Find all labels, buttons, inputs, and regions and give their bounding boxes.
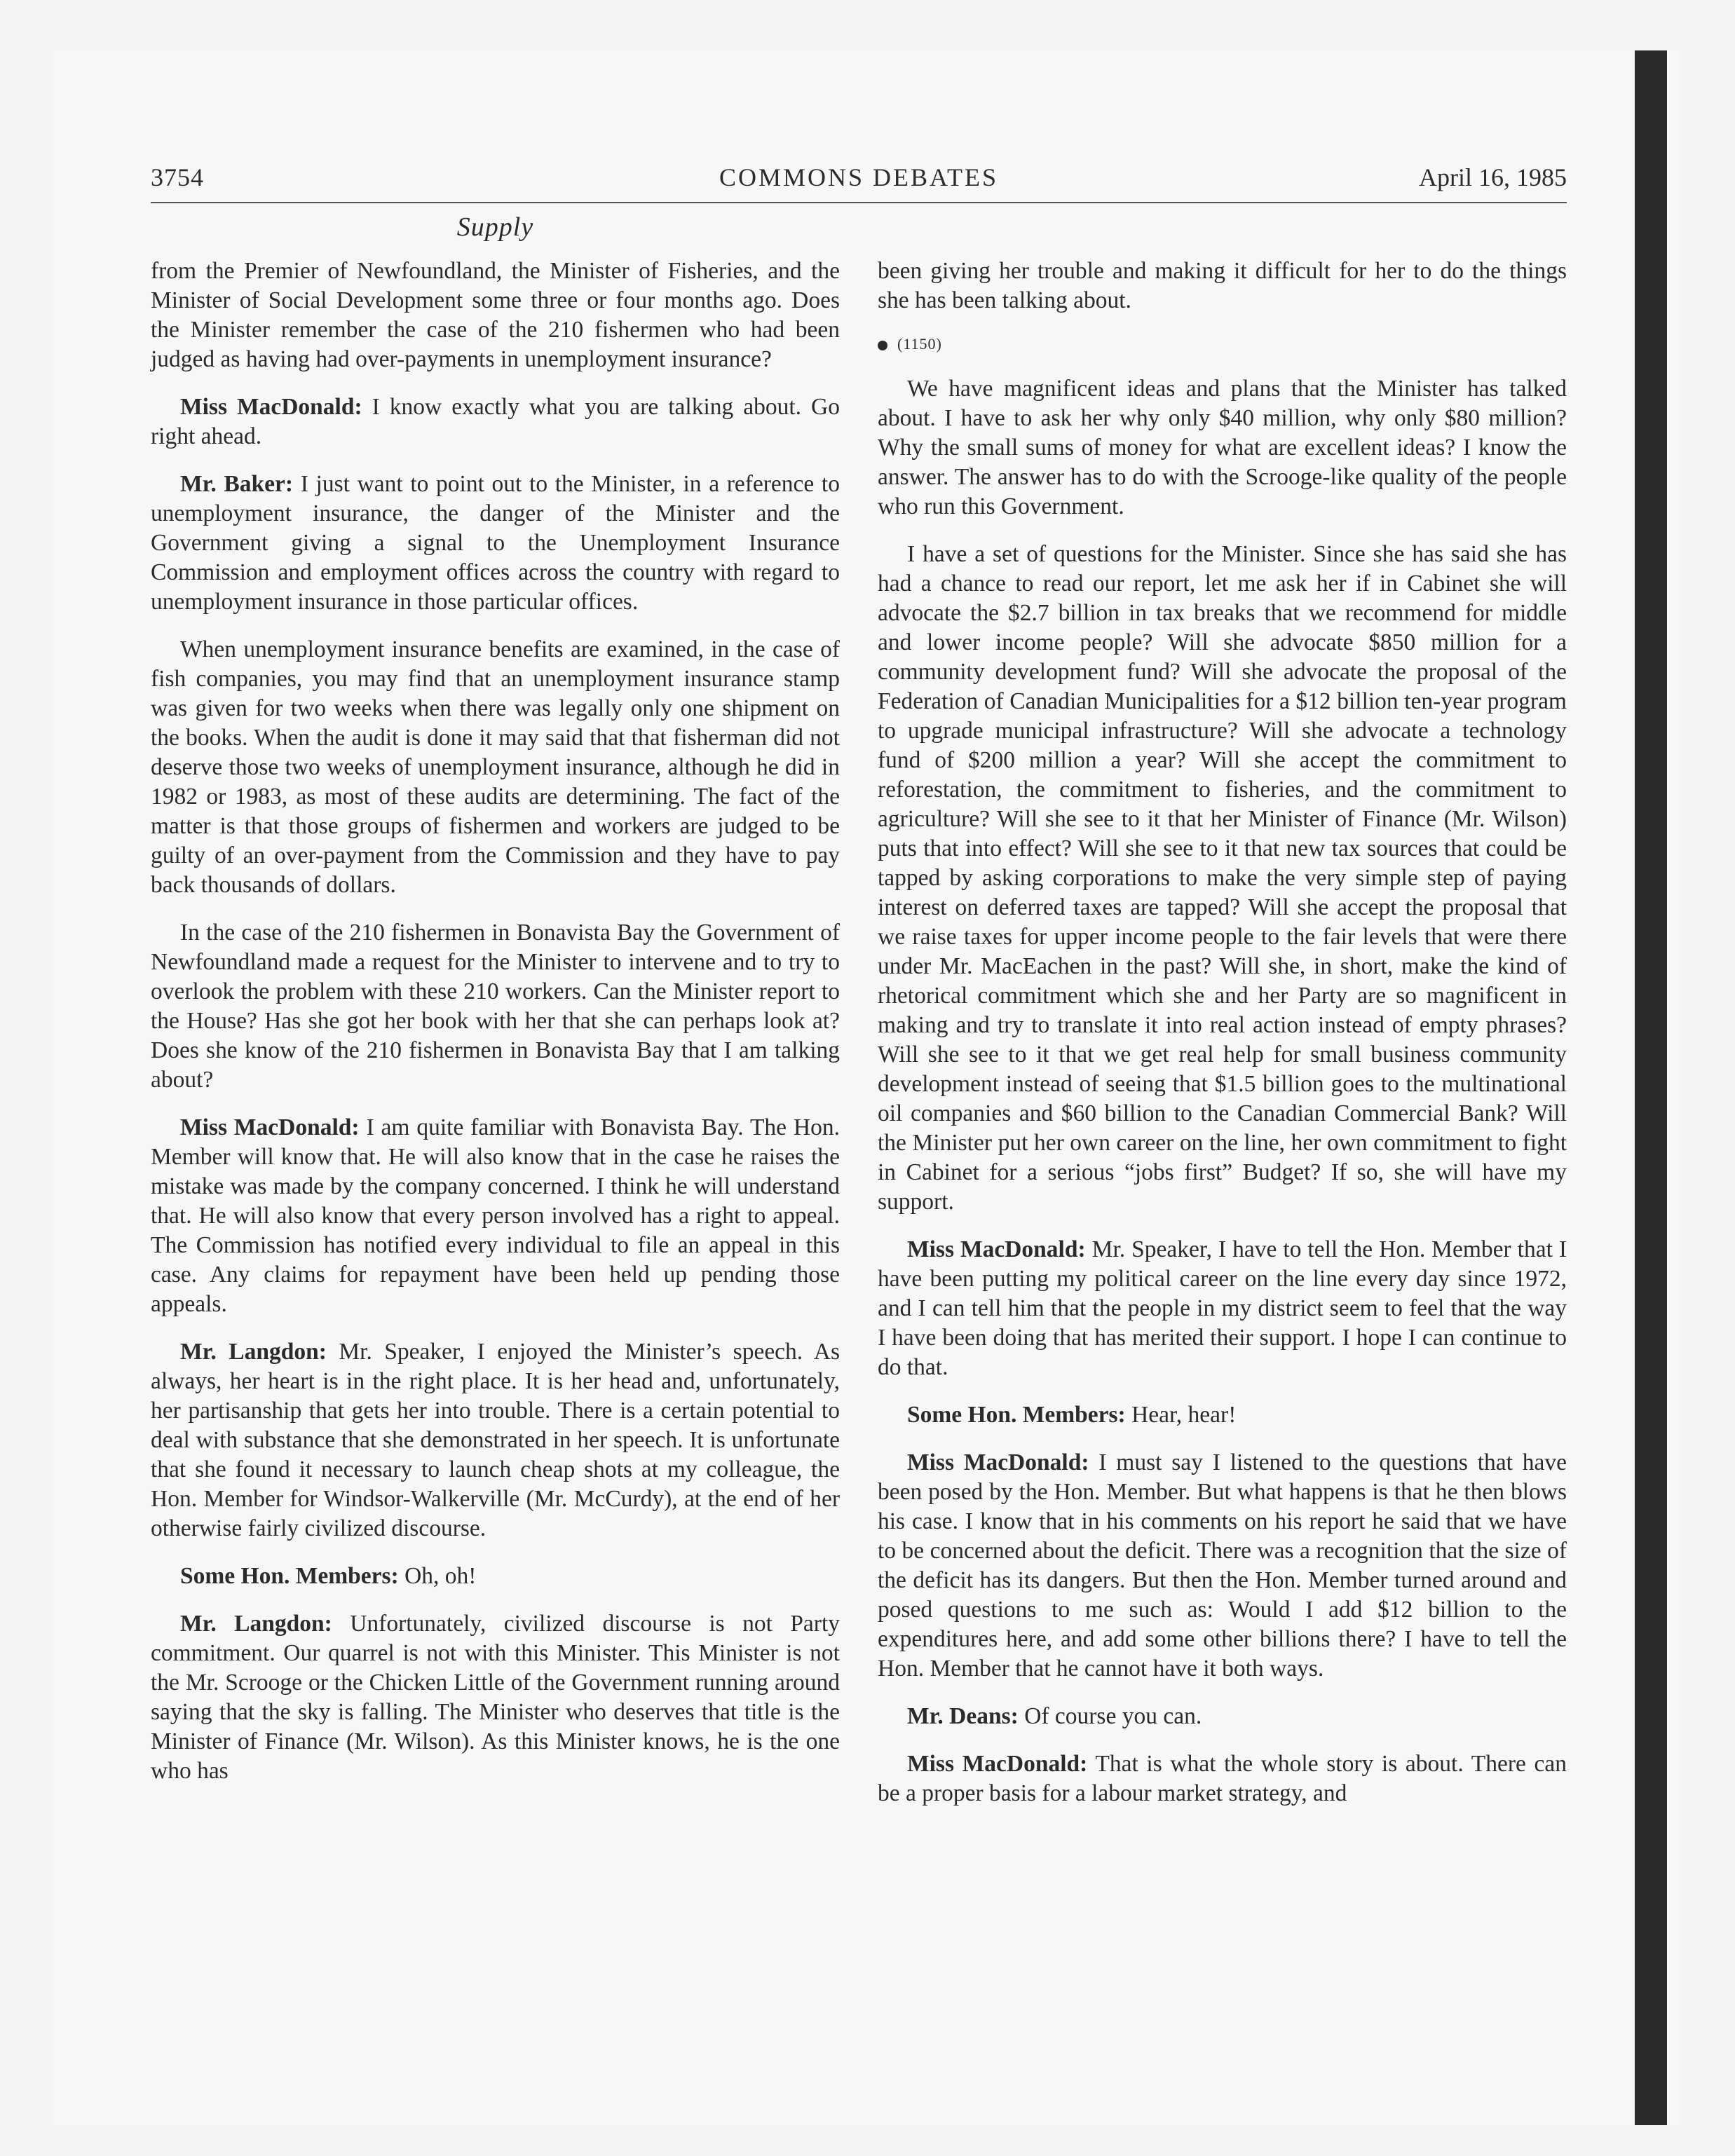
scan-edge-bar [1635, 50, 1667, 2125]
paragraph: Mr. Deans: Of course you can. [907, 1703, 1202, 1729]
paragraph: I have a set of questions for the Minister. Since she has said she has had a chance to read our report, let me ask her if in Cabinet she will advocate the $2.7 billion in tax breaks that we recommend for middle and lower income people? Will she advocate $850 million for a community development fund? Will she advocate the proposal of the Federation of Canadian Municipalities for a $12 billion ten-year program to upgrade municipal infrastructure? Will she advocate a technology fund of $200 million a year? Will she accept the commitment to reforestation, the commitment to fisheries, and the commitment to agriculture? Will she see to it that her Minister of Finance (Mr. Wilson) puts that into effect? Will she see to it that new tax sources that could be tapped by asking corporations to make the very simple step of paying interest on deferred taxes are tapped? Will she accept the proposal that we raise taxes for upper income people to the fair levels that were there under Mr. MacEachen in the past? Will she, in short, make the kind of rhetorical commitment which she and her Party are so magnificent in making and try to translate it into real action instead of empty phrases? Will she see to it that we get real help for small business community development instead of seeing that $1.5 billion goes to the multinational oil companies and $60 billion to the Canadian Commercial Bank? Will the Minister put her own career on the line, her own commitment to fight in Cabinet for a serious “jobs first” Budget? If so, she will have my support. [878, 541, 1567, 1215]
speaker-name: Miss MacDonald: [180, 394, 362, 420]
paragraph: We have magnificent ideas and plans that the Minister has talked about. I have to ask her why only $40 million, why only $80 million? Why the small sums of money for what are excellent ideas? I know the answer. The answer has to do with the Scrooge-like quality of the people who run this Government. [878, 376, 1567, 519]
paragraph: Some Hon. Members: Oh, oh! [180, 1563, 477, 1589]
paragraph: Miss MacDonald: I must say I listened to the questions that have been posed by the Hon. Member. But what happens is that he then blows his case. I know that in his comments on his report he said that we have to be concerned about the deficit. There was a recognition that the size of the deficit has its dangers. But then the Hon. Member turned around and posed questions to me such as: Would I add $12 billion to the expenditures here, and add some other billions there? I have to tell the Hon. Member that he cannot have it both ways. [878, 1449, 1567, 1681]
paragraph: When unemployment insurance benefits are examined, in the case of fish companies, you may find that an unemployment insurance stamp was given for two weeks when there was legally only one shipment on the books. When the audit is done it may said that that fisherman did not deserve those two weeks of unemployment insurance, although he did in 1982 or 1983, as most of these audits are determining. The fact of the matter is that those groups of fishermen and workers are judged to be guilty of an over-payment from the Commission and they have to pay back thousands of dollars. [151, 636, 840, 898]
speaker-name: Miss MacDonald: [907, 1236, 1086, 1262]
speaker-name: Mr. Langdon: [180, 1339, 327, 1365]
speaker-name: Mr. Deans: [907, 1703, 1019, 1729]
right-column [878, 257, 1567, 1827]
bullet-icon [878, 341, 887, 350]
paragraph: Miss MacDonald: I am quite familiar with Bonavista Bay. The Hon. Member will know that. He will also know that in the case he raises the mistake was made by the company concerned. I think he will understand that. He will also know that every person involved has a right to appeal. The Commission has notified every individual to file an appeal in this case. Any claims for repayment have been held up pending those appeals. [151, 1114, 841, 1317]
paragraph: Miss MacDonald: I know exactly what you are talking about. Go right ahead. [151, 394, 840, 449]
speaker-name: Miss MacDonald: [907, 1751, 1088, 1777]
speaker-name: Miss MacDonald: [180, 1114, 360, 1140]
publication-title: COMMONS DEBATES [719, 163, 999, 191]
paragraph: Mr. Langdon: Unfortunately, civilized discourse is not Party commitment. Our quarrel is not with this Minister. This Minister is not the Mr. Scrooge or the Chicken Little of the Government running around saying that the sky is falling. The Minister who deserves that title is the Minister of Finance (Mr. Wilson). As this Minister knows, he is the one who has [151, 1611, 840, 1784]
paragraph: from the Premier of Newfoundland, the Minister of Fisheries, and the Minister of Social Development some three or four months ago. Does the Minister remember the case of the 210 fishermen who had been judged as having had over-payments in unemployment insurance? [151, 258, 840, 372]
time-marker: (1150) [878, 334, 1567, 355]
paragraph: been giving her trouble and making it difficult for her to do the things she has been talking about. [878, 258, 1567, 313]
publication-date: April 16, 1985 [1419, 163, 1567, 191]
paragraph: Some Hon. Members: Hear, hear! [907, 1402, 1237, 1428]
speaker-name: Some Hon. Members: [180, 1563, 399, 1589]
speaker-name: Some Hon. Members: [907, 1402, 1126, 1428]
paragraph: Mr. Baker: I just want to point out to the Minister, in a reference to unemployment insurance, the danger of the Minister and the Government giving a signal to the Unemployment Insurance Commission and employment offices across the country with regard to unemployment insurance in those particular offices. [151, 471, 840, 615]
paragraph: Miss MacDonald: That is what the whole story is about. There can be a proper basis for a labour market strategy, and [878, 1751, 1567, 1806]
page-header [151, 163, 1567, 203]
paragraph: Mr. Langdon: Mr. Speaker, I enjoyed the Minister’s speech. As always, her heart is in the right place. It is her head and, unfortunately, her partisanship that gets her into trouble. There is a certain potential to deal with substance that she demonstrated in her speech. It is unfortunate that she found it necessary to launch cheap shots at my colleague, the Hon. Member for Windsor-Walkerville (Mr. McCurdy), at the end of her otherwise fairly civilized discourse. [151, 1339, 841, 1541]
section-title: Supply [456, 212, 534, 242]
speaker-name: Mr. Langdon: [180, 1611, 332, 1637]
speaker-name: Miss MacDonald: [907, 1449, 1089, 1475]
left-column [151, 257, 840, 1804]
speaker-name: Mr. Baker: [180, 471, 294, 497]
paragraph: Miss MacDonald: Mr. Speaker, I have to tell the Hon. Member that I have been putting my political career on the line every day since 1972, and I can tell him that the people in my district seem to feel that the way I have been doing that has merited their support. I hope I can continue to do that. [878, 1236, 1567, 1380]
paragraph: In the case of the 210 fishermen in Bonavista Bay the Government of Newfoundland made a request for the Minister to intervene and to try to overlook the problem with these 210 workers. Can the Minister report to the House? Has she got her book with her that she can perhaps look at? Does she know of the 210 fishermen in Bonavista Bay that I am talking about? [151, 920, 840, 1093]
page-number: 3754 [151, 163, 204, 191]
